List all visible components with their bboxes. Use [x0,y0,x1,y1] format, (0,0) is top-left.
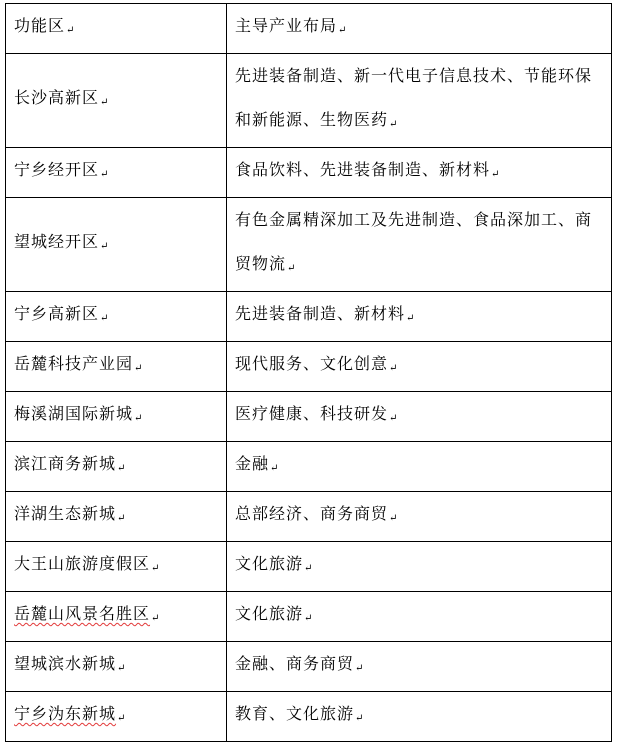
table-row [6,442,612,492]
table-row [6,292,612,342]
table-cell-industry [227,392,612,442]
paragraph-mark-icon: ↵ [491,169,500,180]
table-cell-area [6,198,227,292]
table-cell-area [6,542,227,592]
paragraph-mark-icon: ↵ [304,613,313,624]
cell-text: 主导产业布局 [235,16,338,35]
table-cell-area [6,642,227,692]
cell-text: 望城滨水新城 [14,654,117,673]
table-row [6,492,612,542]
table-cell-industry [227,198,612,292]
table-cell-industry [227,342,612,392]
table-cell-industry [227,492,612,542]
table-cell-area [6,692,227,742]
table-row [6,4,612,54]
cell-text: 金融、商务商贸 [235,654,355,673]
table-row [6,542,612,592]
cell-text: 宁乡经开区 [14,160,100,179]
table-cell-area [6,4,227,54]
table-cell-industry [227,592,612,642]
paragraph-mark-icon: ↵ [406,313,415,324]
paragraph-mark-icon: ↵ [117,463,126,474]
paragraph-mark-icon: ↵ [117,713,126,724]
paragraph-mark-icon: ↵ [100,241,109,252]
table-cell-area [6,442,227,492]
paragraph-mark-icon: ↵ [66,25,75,36]
table-body [6,4,612,742]
paragraph-mark-icon: ↵ [389,513,398,524]
paragraph-mark-icon: ↵ [134,363,143,374]
paragraph-mark-icon: ↵ [151,613,160,624]
cell-text: 文化旅游 [235,554,304,573]
table-cell-area [6,342,227,392]
cell-text: 医疗健康、科技研发 [235,404,389,423]
table-cell-industry [227,54,612,148]
table-cell-industry [227,148,612,198]
cell-text: 食品饮料、先进装备制造、新材料 [235,160,491,179]
industry-layout-table [5,3,612,742]
paragraph-mark-icon: ↵ [117,663,126,674]
table-cell-industry [227,642,612,692]
table-cell-industry [227,442,612,492]
cell-text: 文化旅游 [235,604,304,623]
cell-text: 滨江商务新城 [14,454,117,473]
paragraph-mark-icon: ↵ [100,313,109,324]
paragraph-mark-icon: ↵ [100,97,109,108]
table-row [6,54,612,148]
paragraph-mark-icon: ↵ [270,463,279,474]
paragraph-mark-icon: ↵ [389,413,398,424]
paragraph-mark-icon: ↵ [134,413,143,424]
cell-text: 金融 [235,454,270,473]
table-cell-industry [227,4,612,54]
paragraph-mark-icon: ↵ [355,713,364,724]
cell-text: 岳麓山风景名胜区 [14,604,151,623]
paragraph-mark-icon: ↵ [338,25,347,36]
table-cell-area [6,392,227,442]
paragraph-mark-icon: ↵ [389,363,398,374]
cell-text: 总部经济、商务商贸 [235,504,389,523]
table-row [6,692,612,742]
cell-text: 先进装备制造、新一代电子信息技术、节能环保和新能源、生物医药 [235,66,593,129]
table-cell-industry [227,692,612,742]
table-row [6,642,612,692]
paragraph-mark-icon: ↵ [117,513,126,524]
table-cell-area [6,54,227,148]
table-row [6,592,612,642]
cell-text: 功能区 [14,16,66,35]
paragraph-mark-icon: ↵ [287,263,296,274]
table-row [6,198,612,292]
paragraph-mark-icon: ↵ [304,563,313,574]
table-row [6,342,612,392]
cell-text: 教育、文化旅游 [235,704,355,723]
cell-text: 梅溪湖国际新城 [14,404,134,423]
cell-text: 大王山旅游度假区 [14,554,151,573]
cell-text: 宁乡高新区 [14,304,100,323]
paragraph-mark-icon: ↵ [355,663,364,674]
table-cell-area [6,148,227,198]
table-cell-industry [227,542,612,592]
cell-text: 先进装备制造、新材料 [235,304,406,323]
cell-text: 现代服务、文化创意 [235,354,389,373]
cell-text: 洋湖生态新城 [14,504,117,523]
table-row [6,392,612,442]
cell-text: 岳麓科技产业园 [14,354,134,373]
table-cell-area [6,492,227,542]
paragraph-mark-icon: ↵ [151,563,160,574]
table-cell-area [6,292,227,342]
cell-text: 长沙高新区 [14,88,100,107]
cell-text: 望城经开区 [14,232,100,251]
table-row [6,148,612,198]
cell-text: 有色金属精深加工及先进制造、食品深加工、商贸物流 [235,210,593,273]
cell-text: 宁乡沩东新城 [14,704,117,723]
paragraph-mark-icon: ↵ [100,169,109,180]
paragraph-mark-icon: ↵ [389,119,398,130]
table-cell-area [6,592,227,642]
table-cell-industry [227,292,612,342]
